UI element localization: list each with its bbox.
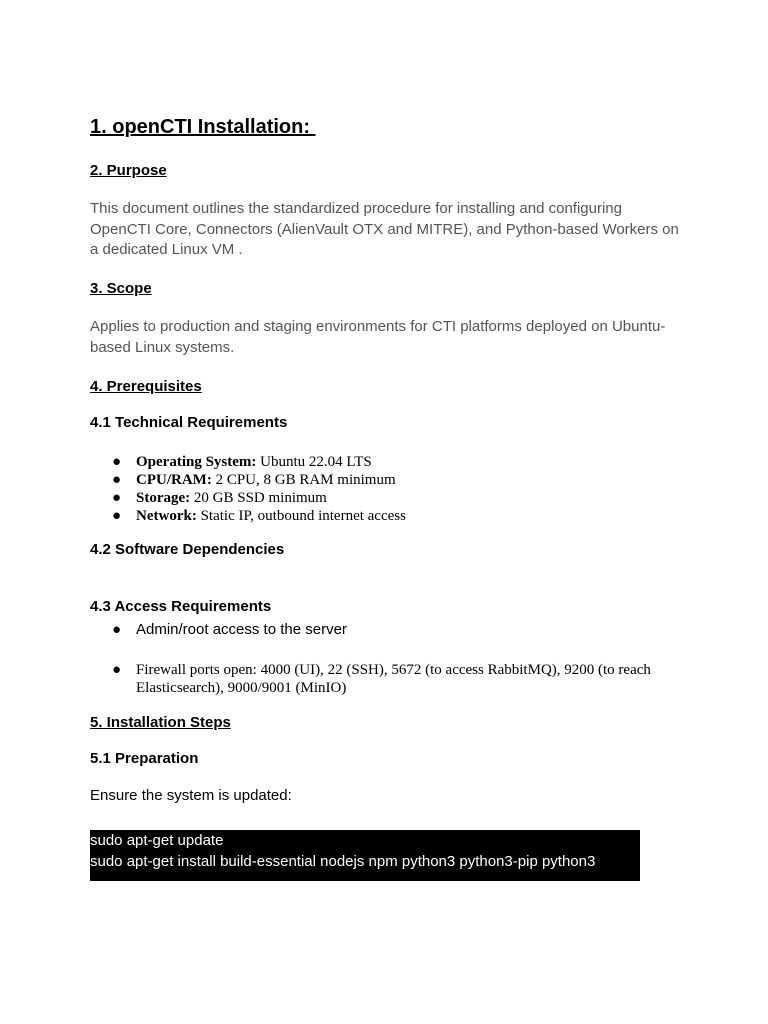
purpose-heading: 2. Purpose [90,162,167,179]
list-item [112,489,672,507]
code-line: sudo apt-get install build-essential nodejs npm python3 python3-pip python3 [90,853,596,870]
list-item [112,507,672,525]
scope-text: Applies to production and staging environments for CTI platforms deployed on Ubuntu-based Linux systems. [90,318,666,356]
bullet-icon: ● [112,508,122,524]
firewall-item-text: Firewall ports open: 4000 (UI), 22 (SSH), 5672 (to access RabbitMQ), 9200 (to reach Elasticsearch), 9000/9001 (MinIO) [136,662,651,696]
preparation-text: Ensure the system is updated: [90,787,292,804]
technical-requirements-list [112,453,672,525]
access-item-text: Admin/root access to the server [136,621,347,638]
software-dependencies-heading: 4.2 Software Dependencies [90,541,285,558]
list-item [112,661,696,697]
list-item [112,453,672,471]
requirement-label: Operating System: [136,454,257,470]
requirement-label: Storage: [136,490,191,506]
requirement-value: 20 GB SSD minimum [190,490,327,506]
document-title: 1. openCTI Installation: [90,116,316,138]
bullet-icon: ● [112,621,122,638]
bullet-icon: ● [112,472,122,488]
requirement-value: 2 CPU, 8 GB RAM minimum [211,472,396,488]
installation-heading: 5. Installation Steps [90,714,231,731]
bullet-icon: ● [112,454,122,470]
list-item [112,621,347,638]
purpose-text: This document outlines the standardized procedure for installing and configuring OpenCTI Core, Connectors (AlienVault OTX and MITRE), and Python-based Workers on a dedicated Linux VM . [90,200,679,258]
access-requirements-heading: 4.3 Access Requirements [90,598,272,615]
code-block [90,830,640,881]
code-line: sudo apt-get update [90,832,224,849]
requirement-value: Static IP, outbound internet access [196,508,406,524]
technical-requirements-heading: 4.1 Technical Requirements [90,414,288,431]
preparation-heading: 5.1 Preparation [90,750,199,767]
requirement-label: Network: [136,508,197,524]
requirement-value: Ubuntu 22.04 LTS [256,454,372,470]
bullet-icon: ● [112,490,122,506]
prerequisites-heading: 4. Prerequisites [90,378,202,395]
list-item [112,471,672,489]
bullet-icon: ● [112,662,122,678]
requirement-label: CPU/RAM: [136,472,212,488]
scope-heading: 3. Scope [90,280,152,297]
